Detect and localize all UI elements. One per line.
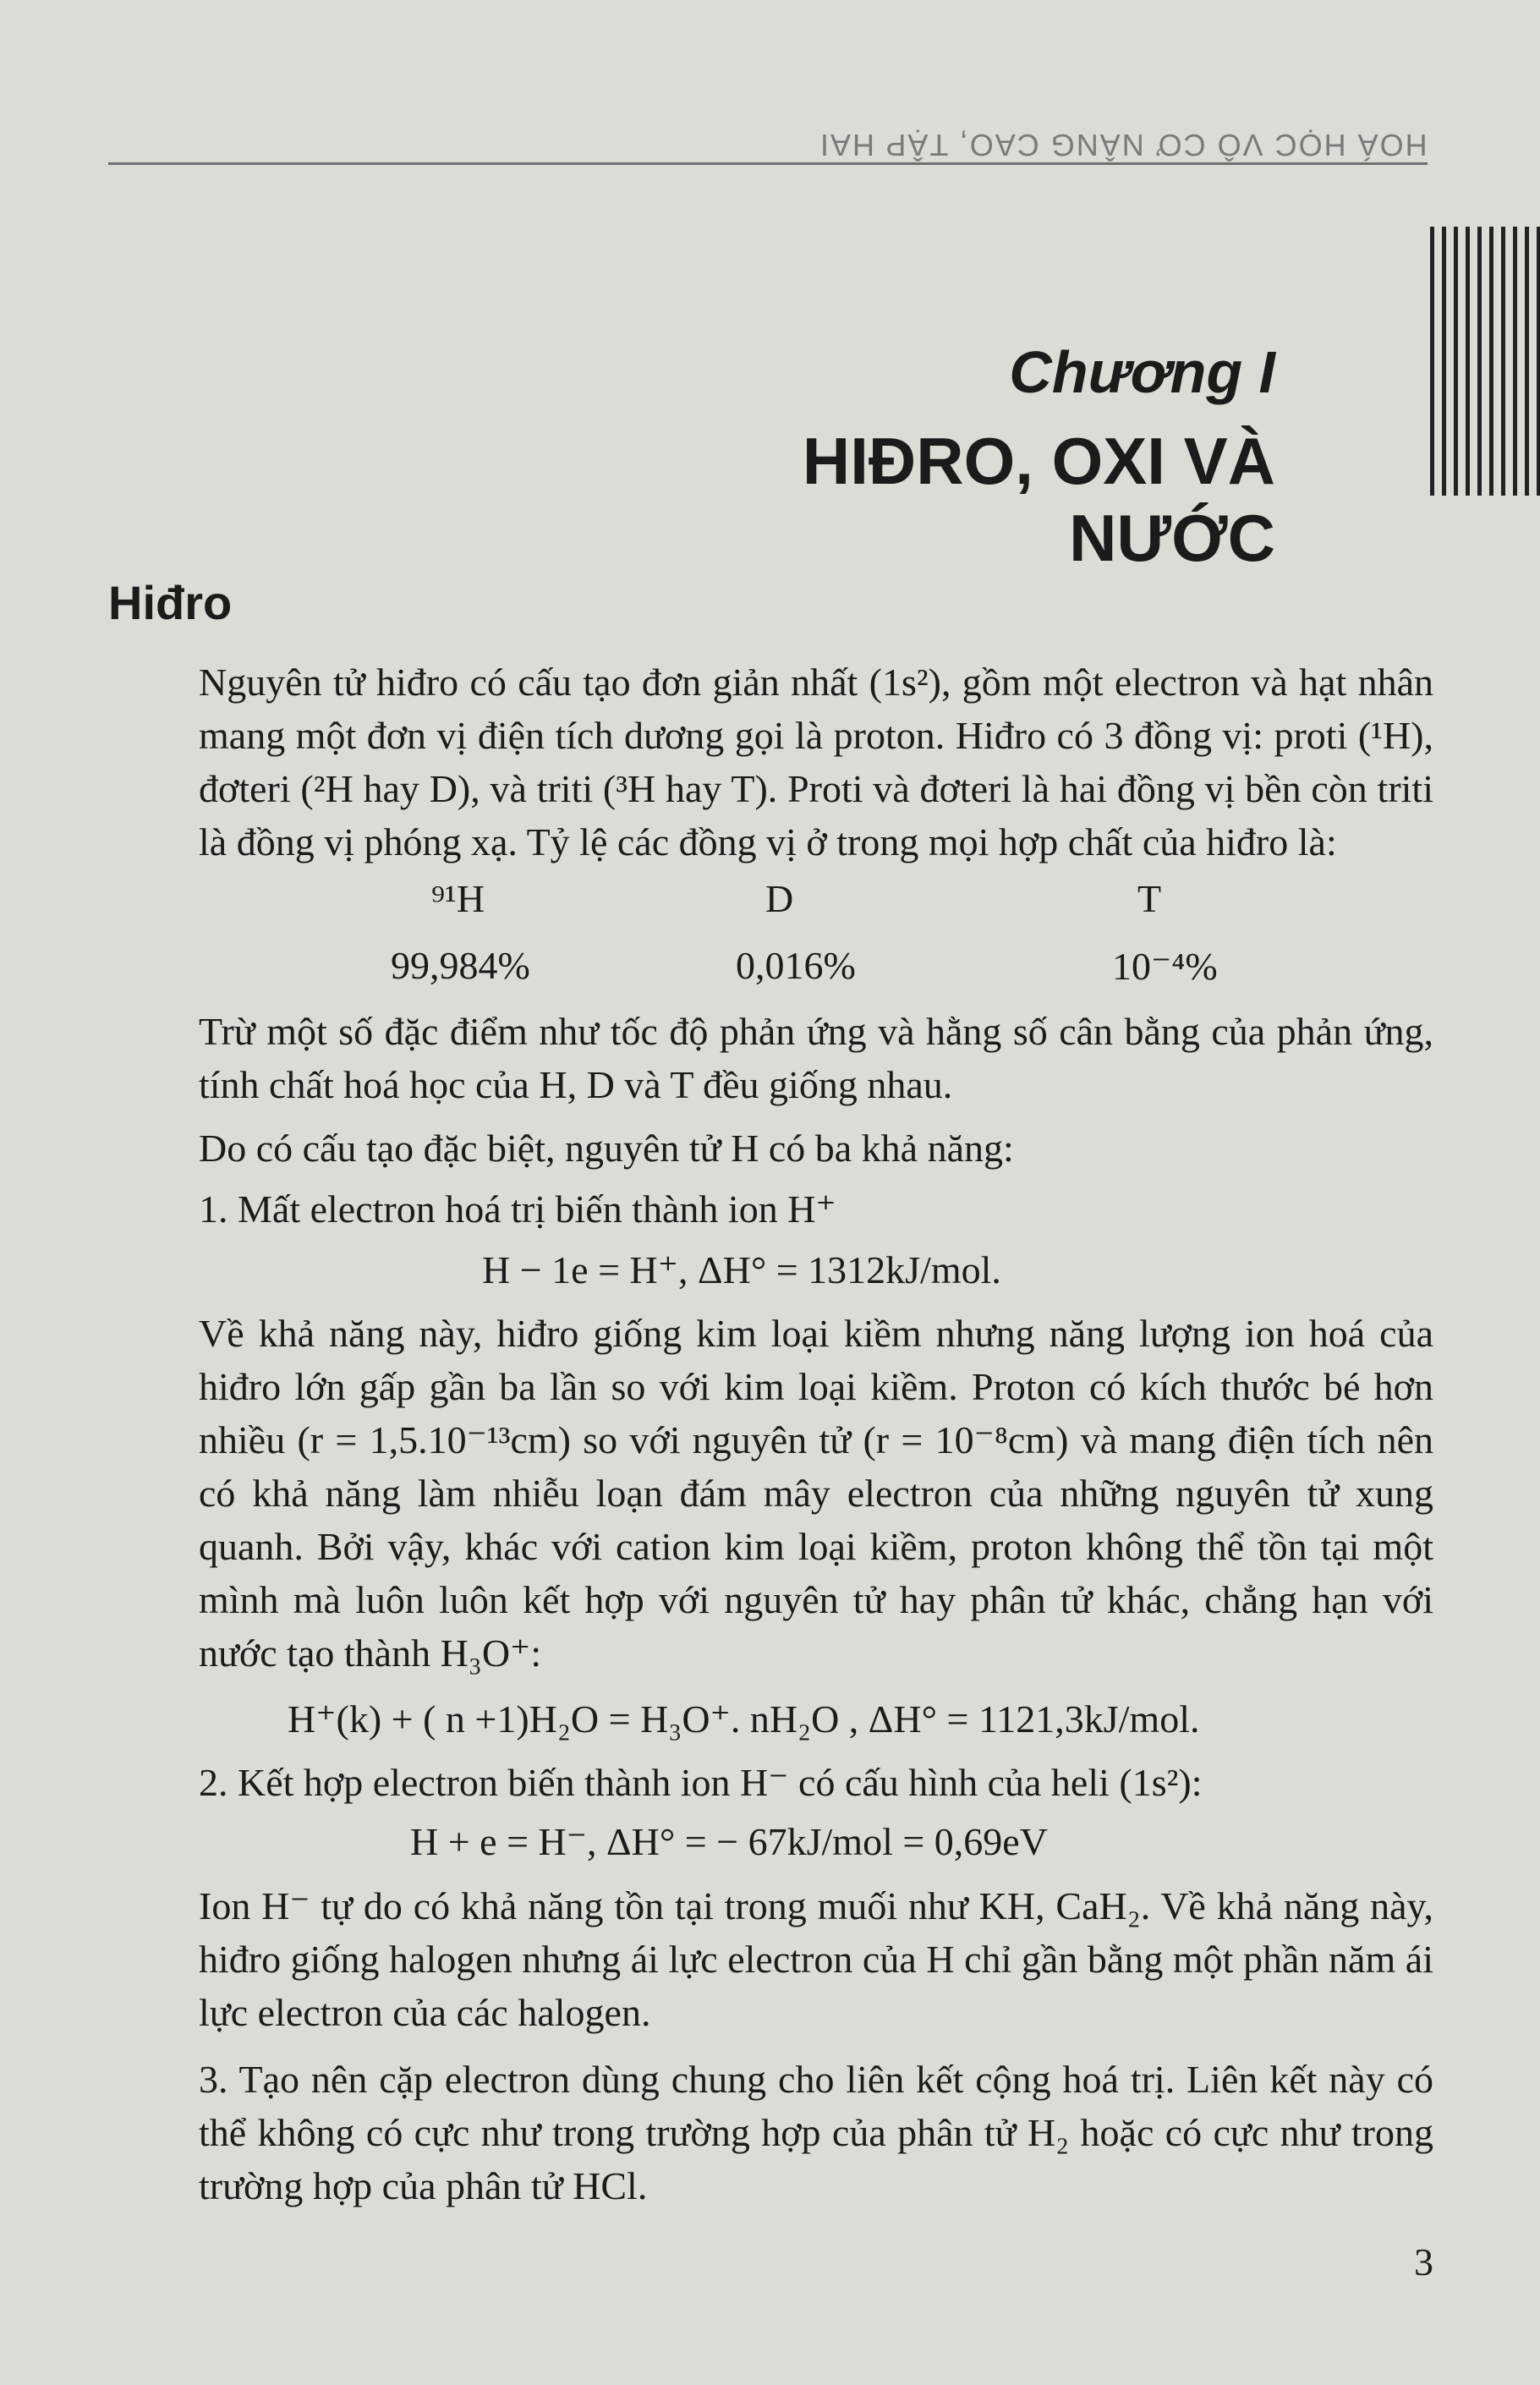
paragraph-hydride: Ion H⁻ tự do có khả năng tồn tại trong muối như KH, CaH₂. Về khả năng này, hiđro giống halogen nhưng ái lực electron của H chỉ gần bằng một phần năm ái lực electron của các halogen. (199, 1884, 1433, 2034)
chapter-label: Chương I (1009, 339, 1275, 405)
ability-2-heading: 2. Kết hợp electron biến thành ion H⁻ có cấu hình của heli (1s²): (199, 1761, 1203, 1804)
isotope-symbol-row (431, 876, 1277, 927)
isotope-abundance-row (391, 943, 1277, 994)
running-header (108, 117, 1428, 165)
isotope-symbol: D (765, 877, 794, 920)
paragraph-covalent: 3. Tạo nên cặp electron dùng chung cho liên kết cộng hoá trị. Liên kết này có thể không có cực như trong trường hợp của phân tử H₂ hoặc có cực như trong trường hợp của phân tử HCl. (199, 2058, 1433, 2207)
equation-ionization: H − 1e = H⁺, ΔH° = 1312kJ/mol. (482, 1248, 1001, 1291)
paragraph-proton: Về khả năng này, hiđro giống kim loại kiềm nhưng năng lượng ion hoá của hiđro lớn gấp gần ba lần so với kim loại kiềm. Proton có kích thước bé hơn nhiều (r = 1,5.10⁻¹³cm) so với nguyên tử (r = 10⁻⁸cm) và mang điện tích nên có khả năng làm nhiễu loạn đám mây electron của những nguyên tử xung quanh. Bởi vậy, khác với cation kim loại kiềm, proton không thể tồn tại một mình mà luôn luôn kết hợp với nguyên tử hay phân tử khác, chẳng hạn với nước tạo thành H₃O⁺: (199, 1312, 1433, 1675)
equation-hydride: H + e = H⁻, ΔH° = − 67kJ/mol = 0,69eV (410, 1820, 1048, 1863)
isotope-abundance: 0,016% (736, 944, 856, 987)
paragraph-three-abilities: Do có cấu tạo đặc biệt, nguyên tử H có ba khả năng: (199, 1127, 1014, 1170)
ability-1-heading: 1. Mất electron hoá trị biến thành ion H⁺ (199, 1187, 836, 1231)
paragraph-reactivity: Trừ một số đặc điểm như tốc độ phản ứng và hằng số cân bằng của phản ứng, tính chất hoá học của H, D và T đều giống nhau. (199, 1010, 1433, 1106)
isotope-abundance: 10⁻⁴% (1112, 945, 1218, 988)
page-number: 3 (1414, 2240, 1433, 2284)
isotope-symbol: ⁹¹H (431, 877, 485, 920)
chapter-title: HIĐRO, OXI VÀ NƯỚC (802, 424, 1275, 575)
section-heading: Hiđro (108, 576, 233, 629)
equation-hydronium: H⁺(k) + ( n +1)H₂O = H₃O⁺. nH₂O , ΔH° = 1121,3kJ/mol. (288, 1697, 1200, 1741)
paragraph-intro: Nguyên tử hiđro có cấu tạo đơn giản nhất (1s²), gồm một electron và hạt nhân mang một đơn vị điện tích dương gọi là proton. Hiđro có 3 đồng vị: proti (¹H), đơteri (²H hay D), và triti (³H hay T). Proti và đơteri là hai đồng vị bền còn triti là đồng vị phóng xạ. Tỷ lệ các đồng vị ở trong mọi hợp chất của hiđro là: (199, 661, 1433, 864)
chapter-decoration-bars (1430, 227, 1540, 496)
chapter-heading (660, 338, 1404, 577)
isotope-symbol: T (1137, 877, 1162, 920)
isotope-abundance: 99,984% (391, 944, 530, 987)
running-header-title: HOÁ HỌC VÔ CƠ NÂNG CAO, TẬP HAI (819, 128, 1428, 162)
